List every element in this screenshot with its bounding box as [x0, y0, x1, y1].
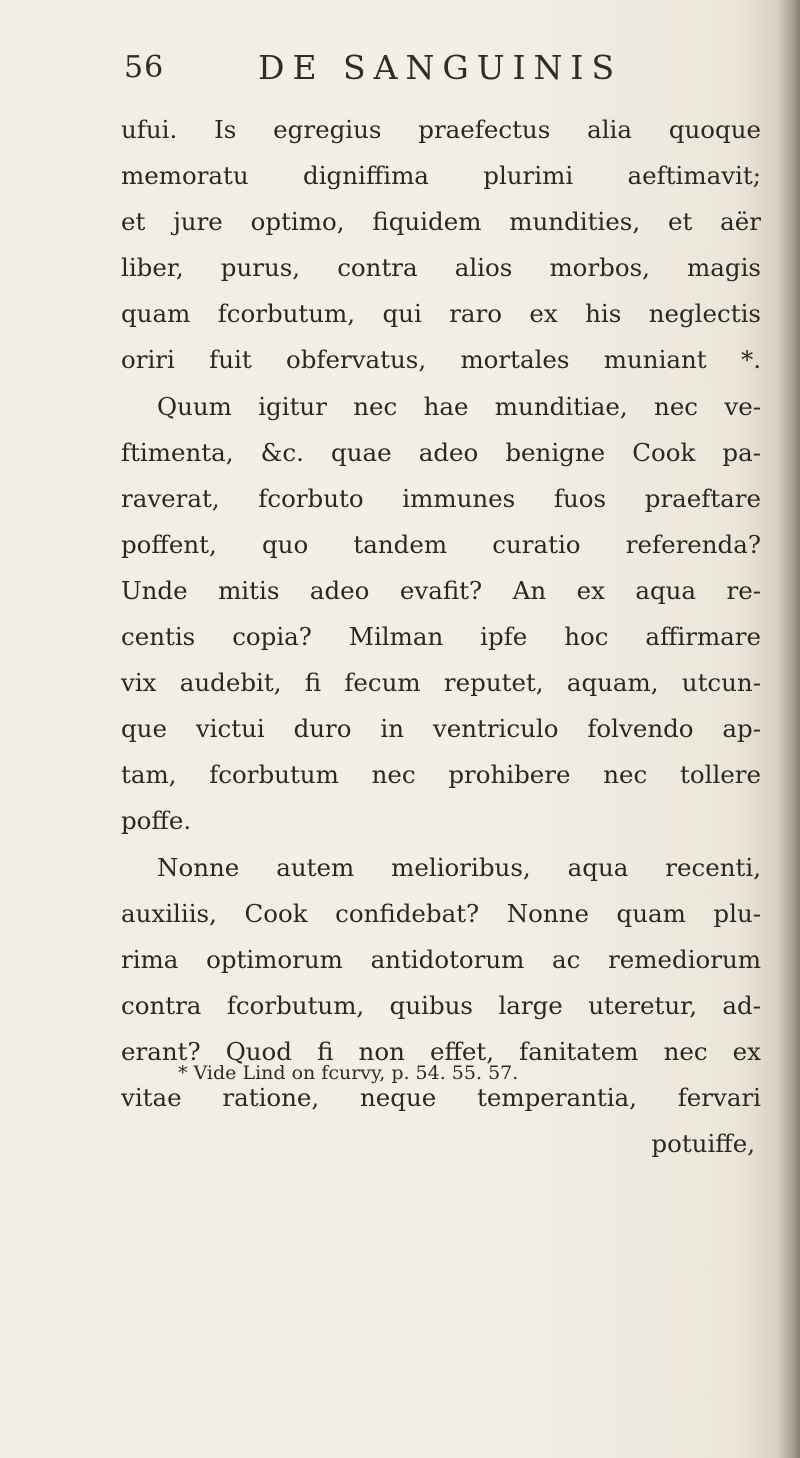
text-line: contra fcorbutum, quibus large uteretur, ad- [121, 990, 761, 1020]
text-line: Unde mitis adeo evafit? An ex aqua re- [121, 575, 761, 605]
text-line: erant? Quod fi non effet, fanitatem nec ex [121, 1036, 761, 1066]
text-line: ftimenta, &c. quae adeo benigne Cook pa- [121, 437, 761, 467]
text-line: poffent, quo tandem curatio referenda? [121, 529, 761, 559]
text-line: raverat, fcorbuto immunes fuos praeftare [121, 483, 761, 513]
text-line: liber, purus, contra alios morbos, magis [121, 253, 761, 283]
text-line: Nonne autem melioribus, aqua recenti, [157, 852, 761, 882]
running-head: DE SANGUINIS [258, 48, 623, 87]
text-line: Quum igitur nec hae munditiae, nec ve- [157, 391, 761, 421]
text-line: centis copia? Milman ipfe hoc affirmare [121, 622, 761, 652]
text-line: que victui duro in ventriculo folvendo ap- [121, 714, 761, 744]
page-header [0, 44, 800, 100]
page-number: 56 [124, 50, 165, 85]
text-line: tam, fcorbutum nec prohibere nec tollere [121, 760, 761, 790]
page-edge-shadow [778, 0, 800, 1458]
text-line: memoratu digniffima plurimi aeftimavit; [121, 161, 761, 191]
text-line: ufui. Is egregius praefectus alia quoque [121, 115, 761, 144]
catchword: potuiffe, [651, 1129, 755, 1159]
text-line: auxiliis, Cook confidebat? Nonne quam plu- [121, 898, 761, 928]
text-line: poffe. [121, 806, 192, 836]
body-text [121, 107, 761, 1167]
text-line: vix audebit, fi fecum reputet, aquam, utcun- [121, 668, 761, 698]
text-line: rima optimorum antidotorum ac remediorum [121, 944, 761, 974]
text-line: et jure optimo, fiquidem mundities, et aër [121, 207, 761, 237]
footnote: * Vide Lind on fcurvy, p. 54. 55. 57. [178, 1062, 519, 1084]
text-line: quam fcorbutum, qui raro ex his neglectis [121, 299, 761, 329]
text-line: oriri fuit obfervatus, mortales muniant *. [121, 345, 761, 375]
text-line: vitae ratione, neque temperantia, fervari [121, 1082, 761, 1112]
